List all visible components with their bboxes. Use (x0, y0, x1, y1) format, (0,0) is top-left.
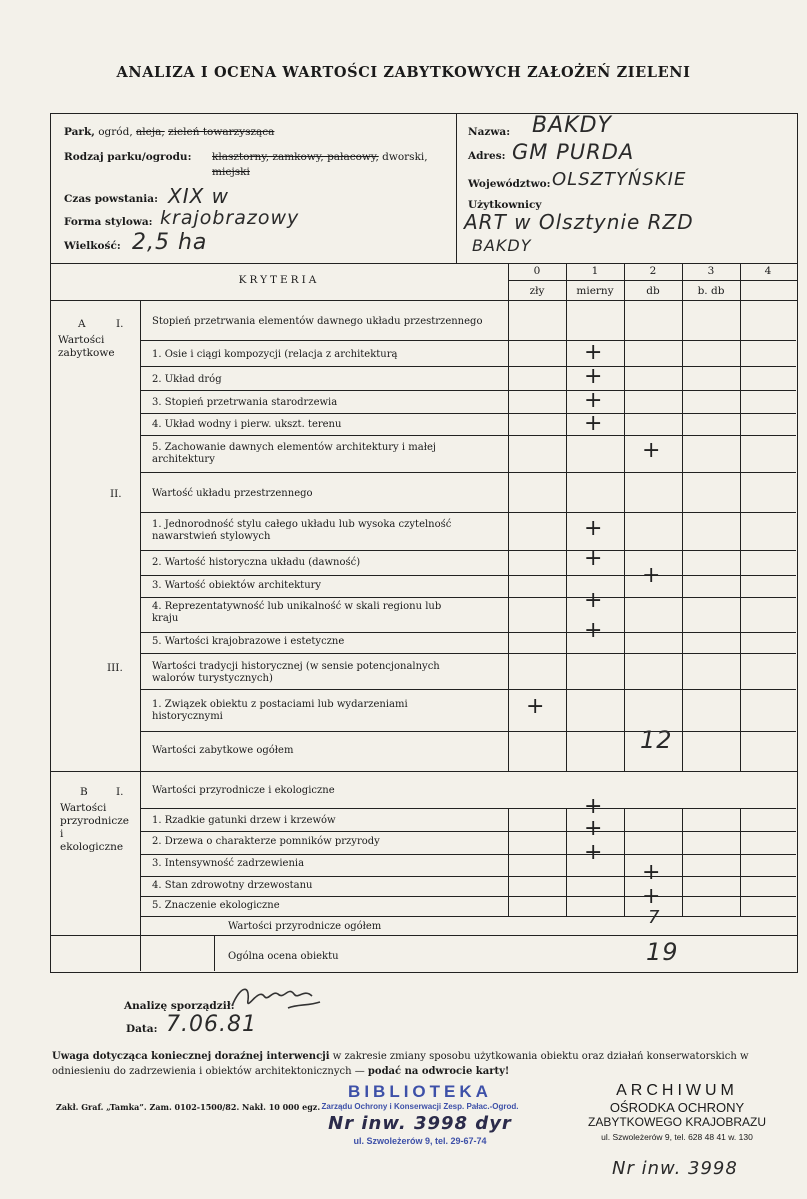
rodzaj-label: Rodzaj parku/ogrodu: (64, 151, 192, 163)
czas-value: XIX w (168, 184, 230, 208)
col-0-num: 0 (533, 265, 541, 277)
check-mark: + (584, 546, 603, 571)
row-line (140, 896, 796, 897)
check-mark: + (584, 364, 603, 389)
overall-label: Ogólna ocena obiektu (228, 951, 339, 962)
group-a1-title: Stopień przetrwania elementów dawnego układu przestrzennego (152, 316, 483, 327)
row-line (140, 340, 796, 341)
check-mark: + (526, 694, 545, 719)
row-line (140, 653, 796, 654)
kryteria-label: KRYTERIA (238, 274, 320, 286)
stamp-line-3: Nr inw. 3998 dyr (328, 1113, 512, 1134)
check-mark: + (584, 618, 603, 643)
col-3-name: b. db (697, 285, 725, 297)
check-mark: + (584, 516, 603, 541)
row-line (140, 916, 796, 917)
section-a-letter: A (78, 318, 86, 330)
row-line (140, 435, 796, 436)
a2-item-4: 4. Reprezentatywność lub unikalność w skali regionu lub kraju (152, 601, 442, 624)
forma-value: krajobrazowy (160, 207, 300, 229)
adres-label: Adres: (468, 150, 506, 162)
row-line (140, 731, 796, 732)
rodzaj-dworski: dworski, (382, 151, 428, 163)
b1-item-2: 2. Drzewa o charakterze pomników przyrody (152, 836, 380, 847)
kryteria-bottom-line (50, 300, 798, 301)
section-a-category: Wartości zabytkowe (58, 334, 115, 359)
forma-label: Forma stylowa: (64, 216, 153, 228)
check-mark: + (642, 884, 661, 909)
stamp-line-1: BIBLIOTEKA (348, 1082, 492, 1101)
b1-item-3: 3. Intensywność zadrzewienia (152, 858, 305, 869)
row-line (140, 366, 796, 367)
section-a-roman-3: III. (107, 662, 123, 674)
a2-item-2: 2. Wartość historyczna układu (dawność) (152, 557, 361, 568)
archive-line-3: ZABYTKOWEGO KRAJOBRAZU (587, 1115, 767, 1129)
row-line (140, 854, 796, 855)
section-a-roman-1: I. (116, 318, 124, 330)
rodzaj-options (212, 151, 428, 163)
a1-item-1: 1. Osie i ciągi kompozycji (relacja z architekturą (152, 349, 398, 360)
uzytkownicy-label: Użytkownicy (468, 199, 542, 211)
header-bottom-line (50, 263, 798, 264)
row-line (140, 876, 796, 877)
uwaga-text: w zakresie zmiany sposobu użytkowania obiektu oraz działań konserwatorskich w odniesieniu do zadrzewienia i obiektów architektonicznych — (52, 1051, 749, 1077)
uwaga-bold-2: podać na odwrocie karty! (367, 1066, 510, 1077)
uwaga-note (52, 1049, 804, 1079)
check-mark: + (642, 860, 661, 885)
check-mark: + (642, 563, 661, 588)
row-line (140, 472, 796, 473)
a1-item-3: 3. Stopień przetrwania starodrzewia (152, 397, 338, 408)
uzytkownicy-value-2: BAKDY (472, 236, 532, 255)
data-label: Data: (126, 1023, 158, 1035)
row-line (140, 413, 796, 414)
czas-label: Czas powstania: (64, 193, 158, 205)
a2-item-3: 3. Wartość obiektów architektury (152, 580, 322, 591)
check-mark: + (642, 438, 661, 463)
check-mark: + (584, 794, 603, 819)
group-a2-title: Wartość układu przestrzennego (152, 488, 313, 499)
row-line (140, 831, 796, 832)
a3-item-1: 1. Związek obiektu z postaciami lub wydarzeniami historycznymi (152, 699, 408, 722)
label-column-line (140, 300, 141, 971)
section-b-category: Wartości przyrodnicze i ekologiczne (60, 802, 130, 853)
data-value: 7.06.81 (166, 1012, 257, 1037)
check-mark: + (584, 340, 603, 365)
archive-stamp (562, 1082, 792, 1142)
col-0-name: zły (529, 285, 545, 297)
park-option-zielen: zieleń towarzysząca (168, 126, 275, 138)
col-line-b1 (566, 808, 567, 916)
overall-value: 19 (646, 938, 679, 966)
row-line (140, 597, 796, 598)
a1-item-2: 2. Układ dróg (152, 374, 222, 385)
header-divider (456, 113, 457, 263)
b1-item-4: 4. Stan zdrowotny drzewostanu (152, 880, 313, 891)
section-a-roman-2: II. (110, 488, 122, 500)
rodzaj-miejski: miejski (212, 166, 250, 178)
park-option-ogrod: ogród, (98, 126, 133, 138)
row-line (140, 550, 796, 551)
col-line-b0 (508, 808, 509, 916)
park-field (64, 126, 274, 138)
col-1-num: 1 (591, 265, 599, 277)
col-line-b2 (624, 808, 625, 916)
archive-line-1: ARCHIWUM (616, 1082, 738, 1099)
page-title: ANALIZA I OCENA WARTOŚCI ZABYTKOWYCH ZAŁOŻEŃ ZIELENI (116, 64, 691, 81)
adres-value: GM PURDA (512, 140, 635, 164)
group-a3-title: Wartości tradycji historycznej (w sensie potencjonalnych walorów turystycznych) (152, 661, 440, 684)
uzytkownicy-value-1: ART w Olsztynie RZD (464, 210, 694, 234)
col-4-num: 4 (764, 265, 772, 277)
row-line (140, 575, 796, 576)
wielkosc-value: 2,5 ha (132, 230, 208, 255)
b-total-value: 7 (648, 907, 661, 928)
col-2-num: 2 (649, 265, 657, 277)
a1-item-5: 5. Zachowanie dawnych elementów architektury i małej architektury (152, 442, 436, 465)
sporzadzil-label: Analizę sporządził: (124, 1000, 235, 1012)
check-mark: + (584, 388, 603, 413)
check-mark: + (584, 816, 603, 841)
park-label: Park, (64, 126, 95, 138)
check-mark: + (584, 840, 603, 865)
row-line (50, 935, 798, 936)
b1-item-5: 5. Znaczenie ekologiczne (152, 900, 280, 911)
row-line (140, 808, 796, 809)
row-line (140, 632, 796, 633)
stamp-line-2: Zarządu Ochrony i Konserwacji Zesp. Pałac.-Ogrod. (321, 1102, 519, 1111)
stamp-line-4: ul. Szwoleżerów 9, tel. 29-67-74 (353, 1136, 487, 1146)
rodzaj-field (64, 151, 191, 163)
section-b-roman-1: I. (116, 786, 124, 798)
wielkosc-label: Wielkość: (64, 240, 121, 252)
a-total-value: 12 (640, 726, 673, 754)
nazwa-value: BAKDY (532, 113, 612, 138)
print-info: Zakł. Graf. „Tamka”. Zam. 0102-1500/82. Nakł. 10 000 egz. (56, 1102, 321, 1112)
a2-item-1: 1. Jednorodność stylu całego układu lub wysoka czytelność nawarstwień stylowych (152, 519, 452, 542)
col-2-name: db (646, 285, 660, 297)
overall-left-line (214, 935, 215, 971)
col-1-name: mierny (576, 285, 614, 297)
nazwa-label: Nazwa: (468, 126, 511, 138)
kryteria-mid-line (508, 280, 798, 281)
wojewodztwo-label: Województwo: (468, 178, 551, 190)
row-line (140, 390, 796, 391)
b1-item-1: 1. Rzadkie gatunki drzew i krzewów (152, 815, 336, 826)
row-line (140, 689, 796, 690)
col-line-b3 (682, 808, 683, 916)
library-stamp (290, 1082, 550, 1146)
archive-handwritten: Nr inw. 3998 (612, 1158, 738, 1179)
wojewodztwo-value: OLSZTYŃSKIE (552, 169, 687, 190)
check-mark: + (584, 588, 603, 613)
row-line (140, 512, 796, 513)
uwaga-bold-1: Uwaga dotycząca koniecznej doraźnej interwencji (52, 1051, 330, 1062)
archive-line-4: ul. Szwoleżerów 9, tel. 628 48 41 w. 130 (601, 1132, 753, 1142)
col-3-num: 3 (707, 265, 715, 277)
a1-item-4: 4. Układ wodny i pierw. ukszt. terenu (152, 419, 342, 430)
rodzaj-struck-options: klasztorny, zamkowy, pałacowy, (212, 151, 379, 163)
a-total-label: Wartości zabytkowe ogółem (152, 745, 294, 756)
col-line-b4 (740, 808, 741, 916)
section-divider (50, 771, 798, 772)
check-mark: + (584, 411, 603, 436)
group-b1-title: Wartości przyrodnicze i ekologiczne (152, 785, 335, 796)
section-b-letter: B (80, 786, 88, 798)
park-option-aleja: aleja, (136, 126, 165, 138)
b-total-label: Wartości przyrodnicze ogółem (228, 921, 382, 932)
a2-item-5: 5. Wartości krajobrazowe i estetyczne (152, 636, 345, 647)
archive-line-2: OŚRODKA OCHRONY (609, 1100, 745, 1115)
